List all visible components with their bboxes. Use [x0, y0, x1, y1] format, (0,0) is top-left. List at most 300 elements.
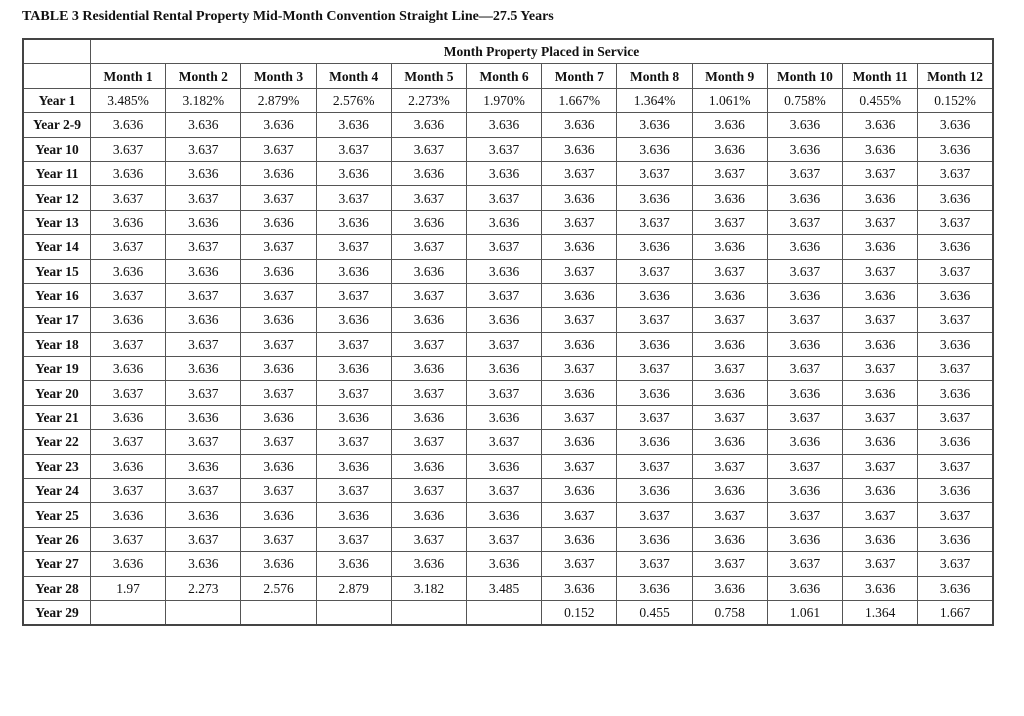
table-cell: 3.637 [767, 357, 842, 381]
table-row [23, 527, 993, 551]
table-cell: 3.637 [391, 527, 466, 551]
table-cell: 1.97 [91, 576, 166, 600]
table-cell: 3.636 [316, 405, 391, 429]
table-cell: 3.636 [316, 308, 391, 332]
table-header [23, 39, 993, 88]
table-row [23, 430, 993, 454]
table-cell: 3.637 [316, 235, 391, 259]
table-cell: 3.636 [843, 430, 918, 454]
table-cell: 3.637 [241, 186, 316, 210]
row-header: Year 13 [23, 210, 91, 234]
table-cell: 3.636 [166, 259, 241, 283]
table-cell: 3.637 [542, 454, 617, 478]
table-cell: 3.636 [391, 503, 466, 527]
row-header: Year 2-9 [23, 113, 91, 137]
table-row [23, 600, 993, 625]
table-cell: 3.636 [166, 503, 241, 527]
table-cell: 3.637 [843, 405, 918, 429]
table-cell: 3.636 [91, 454, 166, 478]
table-cell: 3.637 [617, 308, 692, 332]
table-cell: 3.636 [918, 576, 993, 600]
table-cell: 3.636 [617, 381, 692, 405]
table-cell: 3.637 [467, 527, 542, 551]
table-cell: 3.637 [166, 479, 241, 503]
table-cell: 3.636 [692, 235, 767, 259]
table-cell: 3.637 [918, 161, 993, 185]
table-cell: 3.636 [467, 405, 542, 429]
table-cell: 3.636 [692, 186, 767, 210]
table-cell: 3.636 [316, 454, 391, 478]
table-cell: 3.637 [542, 161, 617, 185]
table-cell [467, 600, 542, 625]
table-cell: 3.636 [91, 161, 166, 185]
table-cell: 3.637 [467, 186, 542, 210]
table-cell: 3.636 [91, 357, 166, 381]
table-cell: 3.636 [241, 210, 316, 234]
table-cell: 3.637 [241, 332, 316, 356]
table-cell: 3.636 [617, 113, 692, 137]
table-cell: 3.636 [843, 137, 918, 161]
table-cell: 3.636 [542, 576, 617, 600]
table-cell: 3.636 [316, 161, 391, 185]
table-row [23, 405, 993, 429]
table-cell: 3.637 [316, 332, 391, 356]
table-cell: 3.637 [767, 308, 842, 332]
table-cell: 3.637 [843, 161, 918, 185]
table-cell: 3.637 [692, 405, 767, 429]
row-header: Year 15 [23, 259, 91, 283]
row-header: Year 14 [23, 235, 91, 259]
table-cell: 3.636 [241, 454, 316, 478]
table-cell: 3.636 [918, 479, 993, 503]
table-cell: 3.637 [391, 479, 466, 503]
table-cell: 3.636 [617, 576, 692, 600]
table-cell: 3.636 [241, 259, 316, 283]
corner-cell [23, 64, 91, 88]
table-cell: 3.637 [316, 479, 391, 503]
table-cell: 3.637 [767, 259, 842, 283]
table-cell: 3.637 [542, 259, 617, 283]
table-cell: 3.637 [166, 186, 241, 210]
table-cell: 3.485 [467, 576, 542, 600]
column-header: Month 2 [166, 64, 241, 88]
table-cell: 3.636 [391, 210, 466, 234]
table-cell: 1.364% [617, 88, 692, 112]
table-cell: 3.637 [918, 357, 993, 381]
table-row [23, 88, 993, 112]
table-cell: 3.637 [166, 137, 241, 161]
table-cell: 3.636 [692, 283, 767, 307]
table-cell: 3.636 [391, 161, 466, 185]
table-cell: 3.637 [542, 308, 617, 332]
table-cell: 3.636 [467, 113, 542, 137]
table-cell: 3.637 [617, 552, 692, 576]
table-cell: 3.637 [91, 527, 166, 551]
table-cell: 3.637 [767, 454, 842, 478]
table-cell: 3.636 [692, 527, 767, 551]
table-row [23, 576, 993, 600]
row-header: Year 18 [23, 332, 91, 356]
column-header: Month 9 [692, 64, 767, 88]
table-cell: 3.636 [617, 137, 692, 161]
row-header: Year 29 [23, 600, 91, 625]
table-cell: 3.637 [467, 381, 542, 405]
table-cell: 3.637 [843, 552, 918, 576]
table-cell: 3.637 [843, 308, 918, 332]
table-cell: 3.636 [918, 186, 993, 210]
row-header: Year 25 [23, 503, 91, 527]
table-row [23, 259, 993, 283]
table-cell: 3.636 [692, 430, 767, 454]
table-cell: 3.637 [391, 235, 466, 259]
column-header: Month 12 [918, 64, 993, 88]
group-header: Month Property Placed in Service [91, 39, 994, 64]
table-cell: 3.637 [166, 527, 241, 551]
table-cell [166, 600, 241, 625]
row-header: Year 22 [23, 430, 91, 454]
table-cell: 3.637 [241, 430, 316, 454]
table-cell: 3.637 [542, 357, 617, 381]
column-header: Month 3 [241, 64, 316, 88]
table-cell: 3.637 [391, 430, 466, 454]
table-cell: 3.637 [692, 454, 767, 478]
table-row [23, 381, 993, 405]
table-cell: 3.636 [767, 430, 842, 454]
table-cell [241, 600, 316, 625]
table-cell: 3.636 [91, 405, 166, 429]
table-cell: 3.636 [918, 332, 993, 356]
table-cell: 3.637 [617, 405, 692, 429]
row-header: Year 27 [23, 552, 91, 576]
table-cell: 3.636 [391, 552, 466, 576]
table-cell: 3.637 [91, 137, 166, 161]
table-cell: 3.636 [166, 308, 241, 332]
table-cell: 3.636 [542, 527, 617, 551]
table-cell: 3.637 [918, 405, 993, 429]
table-cell: 3.636 [241, 113, 316, 137]
table-cell: 2.879% [241, 88, 316, 112]
table-cell: 3.637 [316, 137, 391, 161]
table-cell: 3.636 [316, 503, 391, 527]
table-cell: 3.636 [767, 283, 842, 307]
table-cell: 3.636 [391, 113, 466, 137]
table-cell: 3.636 [91, 308, 166, 332]
table-cell: 3.636 [767, 381, 842, 405]
table-cell: 3.637 [316, 283, 391, 307]
table-cell: 3.637 [918, 259, 993, 283]
table-cell: 3.637 [617, 357, 692, 381]
table-cell: 3.636 [843, 381, 918, 405]
table-cell: 3.636 [91, 113, 166, 137]
table-row [23, 357, 993, 381]
row-header: Year 20 [23, 381, 91, 405]
table-row [23, 210, 993, 234]
table-cell: 3.636 [617, 283, 692, 307]
table-cell: 3.636 [166, 454, 241, 478]
table-cell: 3.636 [692, 576, 767, 600]
table-cell: 1.667% [542, 88, 617, 112]
depreciation-table [22, 38, 994, 626]
table-cell: 3.637 [918, 454, 993, 478]
table-cell: 3.636 [542, 430, 617, 454]
table-cell: 3.637 [316, 381, 391, 405]
table-cell: 3.636 [767, 113, 842, 137]
table-cell: 3.636 [843, 479, 918, 503]
table-cell: 3.636 [241, 308, 316, 332]
table-cell: 3.636 [617, 186, 692, 210]
table-body [23, 88, 993, 625]
table-cell: 3.636 [467, 503, 542, 527]
row-header: Year 16 [23, 283, 91, 307]
table-cell: 3.636 [166, 210, 241, 234]
table-row [23, 454, 993, 478]
table-cell: 3.637 [617, 454, 692, 478]
table-cell: 3.636 [241, 552, 316, 576]
table-cell: 3.637 [467, 332, 542, 356]
row-header: Year 24 [23, 479, 91, 503]
table-cell: 3.636 [767, 137, 842, 161]
table-cell: 3.636 [166, 357, 241, 381]
table-cell: 3.636 [843, 235, 918, 259]
table-cell: 3.637 [692, 552, 767, 576]
table-cell: 3.637 [241, 137, 316, 161]
table-cell: 3.636 [467, 161, 542, 185]
table-cell: 3.636 [617, 235, 692, 259]
table-cell: 3.182% [166, 88, 241, 112]
column-header: Month 5 [391, 64, 466, 88]
table-cell: 3.636 [391, 405, 466, 429]
table-cell: 3.636 [843, 113, 918, 137]
table-cell: 3.636 [918, 283, 993, 307]
table-cell: 2.273 [166, 576, 241, 600]
table-cell: 3.636 [241, 405, 316, 429]
table-cell: 3.636 [241, 357, 316, 381]
table-cell: 3.637 [391, 283, 466, 307]
table-cell: 3.637 [467, 137, 542, 161]
table-row [23, 161, 993, 185]
table-cell: 3.636 [467, 308, 542, 332]
table-cell: 3.637 [316, 527, 391, 551]
table-cell: 0.152% [918, 88, 993, 112]
table-cell: 3.636 [918, 527, 993, 551]
row-header: Year 1 [23, 88, 91, 112]
table-cell: 3.637 [91, 283, 166, 307]
table-cell: 3.636 [692, 332, 767, 356]
table-row [23, 137, 993, 161]
table-cell: 3.637 [542, 210, 617, 234]
table-cell: 3.636 [391, 357, 466, 381]
table-cell: 3.637 [391, 137, 466, 161]
table-cell: 3.636 [316, 259, 391, 283]
table-cell: 3.637 [843, 210, 918, 234]
table-title: TABLE 3 Residential Rental Property Mid-Month Convention Straight Line—27.5 Years [22, 9, 554, 24]
table-cell: 3.637 [241, 283, 316, 307]
table-cell: 3.636 [843, 283, 918, 307]
table-row [23, 283, 993, 307]
table-cell: 3.637 [166, 332, 241, 356]
row-header: Year 28 [23, 576, 91, 600]
row-header: Year 17 [23, 308, 91, 332]
table-cell: 3.637 [542, 503, 617, 527]
table-cell: 1.364 [843, 600, 918, 625]
table-cell: 3.637 [692, 210, 767, 234]
table-cell: 3.636 [166, 552, 241, 576]
table-cell: 3.637 [241, 235, 316, 259]
table-cell: 3.636 [692, 479, 767, 503]
table-row [23, 235, 993, 259]
table-cell: 3.637 [918, 210, 993, 234]
table-cell: 3.636 [843, 186, 918, 210]
table-cell: 3.637 [391, 186, 466, 210]
table-cell: 3.636 [542, 235, 617, 259]
table-row [23, 503, 993, 527]
table-cell: 3.637 [166, 283, 241, 307]
table-cell: 3.636 [918, 113, 993, 137]
table-cell: 3.637 [767, 405, 842, 429]
table-row [23, 308, 993, 332]
table-cell: 3.637 [617, 210, 692, 234]
table-cell: 3.637 [467, 430, 542, 454]
table-cell: 3.637 [692, 259, 767, 283]
column-header: Month 6 [467, 64, 542, 88]
table-cell: 3.637 [843, 454, 918, 478]
table-cell: 3.636 [542, 479, 617, 503]
table-cell: 3.636 [316, 357, 391, 381]
table-cell: 1.061% [692, 88, 767, 112]
table-cell: 3.636 [467, 357, 542, 381]
table-cell: 3.636 [166, 113, 241, 137]
table-cell [316, 600, 391, 625]
table-cell: 3.637 [542, 405, 617, 429]
table-cell: 3.636 [391, 454, 466, 478]
table-cell: 3.637 [166, 430, 241, 454]
table-cell: 3.485% [91, 88, 166, 112]
column-header: Month 4 [316, 64, 391, 88]
row-header: Year 26 [23, 527, 91, 551]
table-cell: 3.637 [767, 210, 842, 234]
table-cell: 3.637 [617, 503, 692, 527]
table-cell: 3.636 [542, 283, 617, 307]
table-cell: 3.637 [91, 479, 166, 503]
table-row [23, 552, 993, 576]
table-cell: 1.061 [767, 600, 842, 625]
table-cell: 3.637 [391, 332, 466, 356]
table-cell: 3.637 [692, 503, 767, 527]
table-cell: 3.636 [692, 113, 767, 137]
table-cell: 0.758% [767, 88, 842, 112]
table-cell: 0.455 [617, 600, 692, 625]
table-cell: 3.637 [692, 161, 767, 185]
table-cell: 3.636 [542, 186, 617, 210]
table-cell: 3.636 [467, 552, 542, 576]
table-cell: 3.636 [617, 430, 692, 454]
table-cell: 3.637 [467, 235, 542, 259]
table-cell: 2.879 [316, 576, 391, 600]
table-cell: 3.636 [767, 186, 842, 210]
table-cell: 3.636 [91, 259, 166, 283]
table-cell: 3.636 [843, 576, 918, 600]
table-cell: 3.636 [617, 332, 692, 356]
table-cell: 3.636 [241, 161, 316, 185]
table-cell: 3.636 [843, 527, 918, 551]
table-cell: 3.637 [91, 332, 166, 356]
table-cell: 3.637 [467, 479, 542, 503]
table-cell: 3.636 [166, 161, 241, 185]
table-cell: 3.637 [918, 308, 993, 332]
table-cell: 3.637 [542, 552, 617, 576]
table-cell: 3.636 [767, 235, 842, 259]
column-header: Month 1 [91, 64, 166, 88]
table-cell: 3.636 [391, 259, 466, 283]
table-cell: 2.273% [391, 88, 466, 112]
table-cell: 3.637 [843, 259, 918, 283]
row-header: Year 23 [23, 454, 91, 478]
row-header: Year 11 [23, 161, 91, 185]
column-header: Month 7 [542, 64, 617, 88]
table-cell: 1.970% [467, 88, 542, 112]
table-cell: 2.576% [316, 88, 391, 112]
table-cell: 3.637 [91, 235, 166, 259]
table-cell: 3.637 [391, 381, 466, 405]
table-cell: 0.152 [542, 600, 617, 625]
table-cell: 3.637 [467, 283, 542, 307]
table-cell: 3.636 [467, 210, 542, 234]
table-cell: 3.636 [316, 210, 391, 234]
row-header: Year 12 [23, 186, 91, 210]
table-cell: 3.637 [241, 527, 316, 551]
table-cell: 3.636 [467, 454, 542, 478]
corner-cell [23, 39, 91, 64]
table-cell: 3.636 [91, 210, 166, 234]
table-cell [391, 600, 466, 625]
table-cell: 2.576 [241, 576, 316, 600]
table-cell: 3.636 [918, 235, 993, 259]
table-cell: 3.636 [617, 479, 692, 503]
row-header: Year 21 [23, 405, 91, 429]
row-header: Year 10 [23, 137, 91, 161]
table-cell: 3.636 [692, 137, 767, 161]
table-cell: 3.636 [542, 113, 617, 137]
table-row [23, 186, 993, 210]
table-cell: 3.636 [241, 503, 316, 527]
row-header: Year 19 [23, 357, 91, 381]
table-cell: 3.637 [316, 186, 391, 210]
table-cell: 3.636 [91, 503, 166, 527]
table-cell: 1.667 [918, 600, 993, 625]
table-cell: 3.636 [918, 430, 993, 454]
table-cell [91, 600, 166, 625]
table-cell: 3.637 [91, 430, 166, 454]
table-cell: 3.636 [843, 332, 918, 356]
table-cell: 3.636 [542, 381, 617, 405]
table-cell: 0.758 [692, 600, 767, 625]
table-cell: 0.455% [843, 88, 918, 112]
table-cell: 3.637 [843, 503, 918, 527]
table-cell: 3.636 [617, 527, 692, 551]
table-row [23, 113, 993, 137]
table-cell: 3.636 [918, 137, 993, 161]
table-cell: 3.637 [767, 161, 842, 185]
table-cell: 3.182 [391, 576, 466, 600]
column-header: Month 8 [617, 64, 692, 88]
table-cell: 3.636 [692, 381, 767, 405]
table-cell: 3.636 [918, 381, 993, 405]
table-cell: 3.637 [617, 259, 692, 283]
table-cell: 3.637 [166, 235, 241, 259]
column-header: Month 10 [767, 64, 842, 88]
table-cell: 3.636 [316, 113, 391, 137]
table-cell: 3.637 [843, 357, 918, 381]
